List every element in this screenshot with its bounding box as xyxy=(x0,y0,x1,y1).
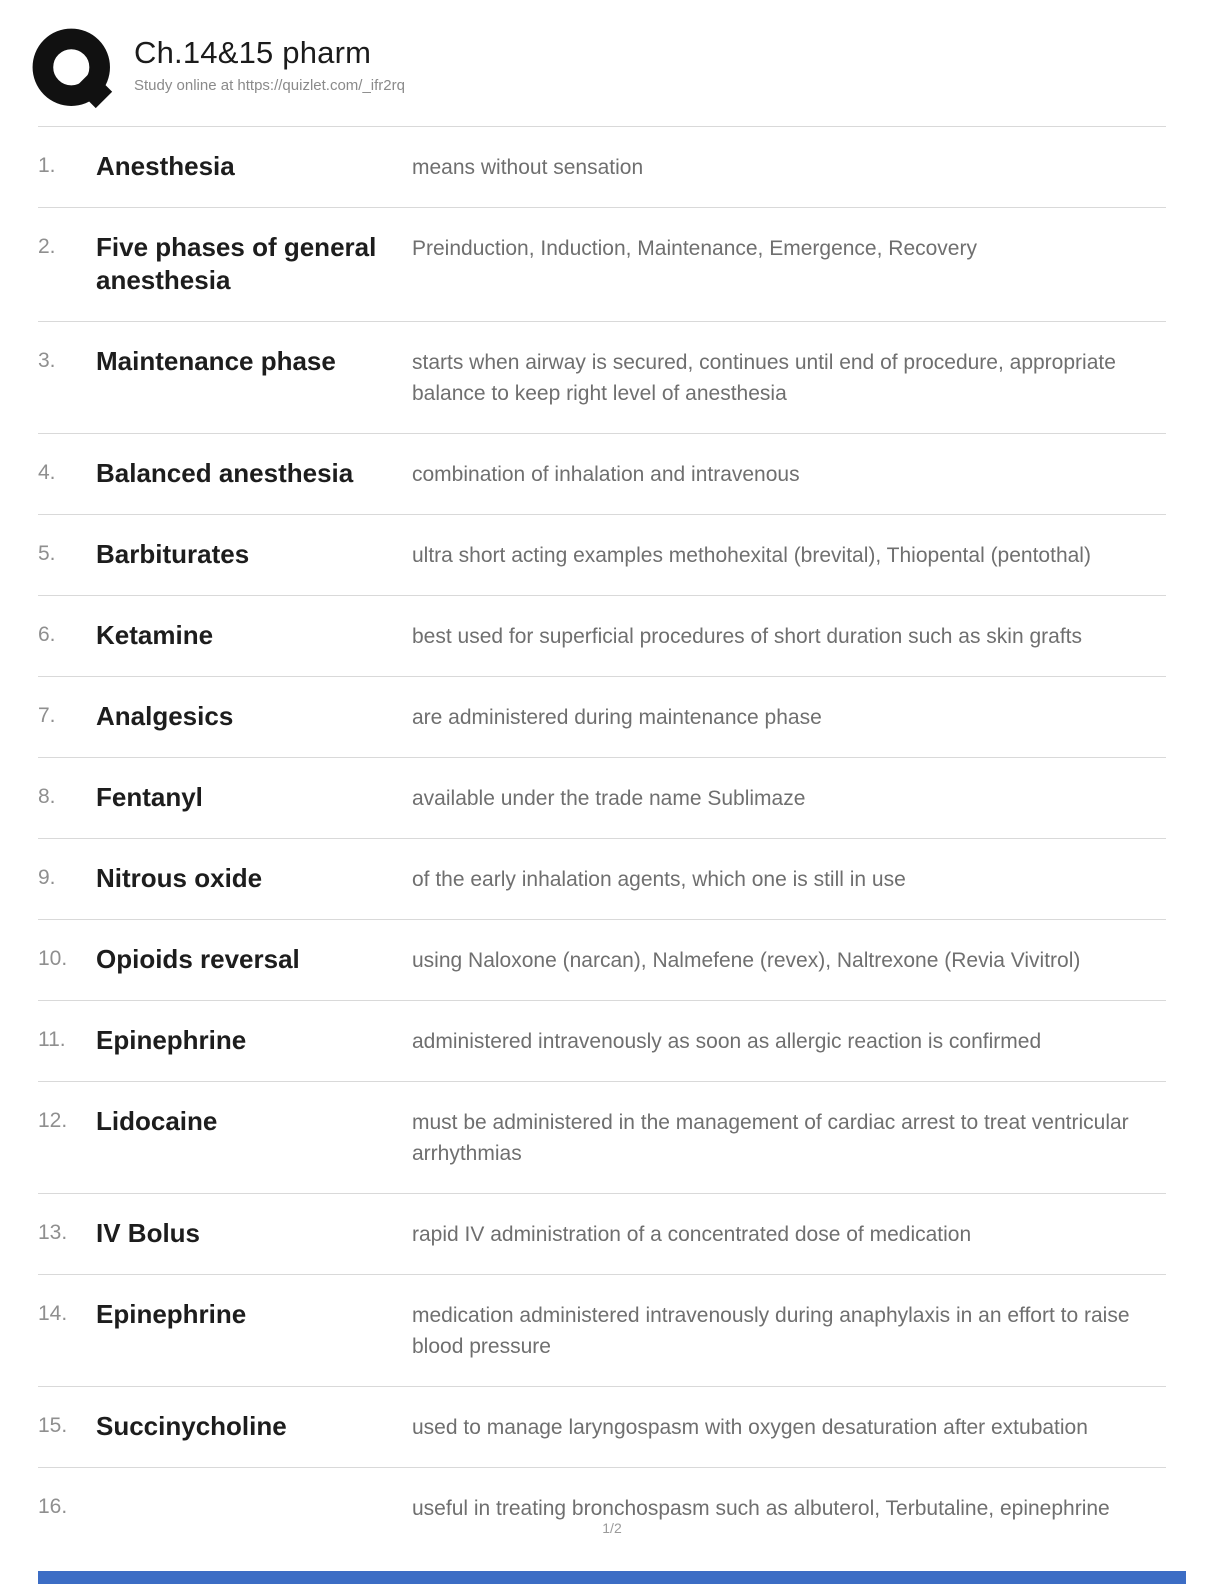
term-label: Barbiturates xyxy=(96,539,250,569)
term-label: Five phases of general anesthesia xyxy=(96,232,377,295)
term-definition: best used for superficial procedures of short duration such as skin grafts xyxy=(412,625,1083,648)
term-label: Opioids reversal xyxy=(96,944,300,974)
page-number: 1/2 xyxy=(602,1520,622,1536)
term-number: 6. xyxy=(38,623,56,646)
term-definition: useful in treating bronchospasm such as albuterol, Terbutaline, epinephrine xyxy=(412,1497,1110,1520)
term-label: Succinycholine xyxy=(96,1411,287,1441)
term-label: Ketamine xyxy=(96,620,214,650)
term-definition: starts when airway is secured, continues until end of procedure, appropriate balance to keep right level of anesthesia xyxy=(412,351,1116,405)
term-row xyxy=(38,321,1166,433)
header xyxy=(0,0,1224,126)
term-number: 13. xyxy=(38,1221,68,1244)
term-row xyxy=(38,207,1166,321)
term-label: IV Bolus xyxy=(96,1218,201,1248)
term-number: 14. xyxy=(38,1302,68,1325)
term-row xyxy=(38,595,1166,676)
term-row xyxy=(38,433,1166,514)
term-number: 1. xyxy=(38,154,56,177)
term-definition: rapid IV administration of a concentrated dose of medication xyxy=(412,1223,972,1246)
term-definition: combination of inhalation and intravenous xyxy=(412,463,800,486)
term-row xyxy=(38,1193,1166,1274)
term-label: Epinephrine xyxy=(96,1025,247,1055)
term-number: 2. xyxy=(38,235,56,258)
term-row xyxy=(38,1386,1166,1467)
term-row xyxy=(38,1274,1166,1386)
term-label: Fentanyl xyxy=(96,782,203,812)
term-label: Maintenance phase xyxy=(96,346,336,376)
term-definition: using Naloxone (narcan), Nalmefene (revex), Naltrexone (Revia Vivitrol) xyxy=(412,949,1081,972)
term-number: 10. xyxy=(38,947,68,970)
term-label: Nitrous oxide xyxy=(96,863,263,893)
term-row xyxy=(38,1081,1166,1193)
term-number: 9. xyxy=(38,866,56,889)
term-number: 8. xyxy=(38,785,56,808)
term-number: 15. xyxy=(38,1414,68,1437)
set-title: Ch.14&15 pharm xyxy=(134,35,372,70)
term-row xyxy=(38,676,1166,757)
term-row xyxy=(38,126,1166,207)
study-online-link[interactable]: Study online at https://quizlet.com/_ifr2rq xyxy=(134,77,405,95)
term-number: 12. xyxy=(38,1109,68,1132)
term-row xyxy=(38,1000,1166,1081)
term-definition: administered intravenously as soon as allergic reaction is confirmed xyxy=(412,1030,1042,1053)
term-number: 11. xyxy=(38,1028,66,1051)
term-definition: must be administered in the management of cardiac arrest to treat ventricular arrhythmias xyxy=(412,1111,1129,1165)
term-label: Analgesics xyxy=(96,701,234,731)
quizlet-q-logo-icon xyxy=(30,26,116,112)
term-row xyxy=(38,838,1166,919)
term-number: 7. xyxy=(38,704,56,727)
term-number: 16. xyxy=(38,1495,68,1518)
term-number: 5. xyxy=(38,542,56,565)
term-label: Anesthesia xyxy=(96,151,235,181)
term-list xyxy=(0,126,1224,1548)
term-definition: means without sensation xyxy=(412,156,644,179)
term-row xyxy=(38,514,1166,595)
term-number: 4. xyxy=(38,461,56,484)
page-bottom-bar xyxy=(38,1571,1186,1584)
term-label: Epinephrine xyxy=(96,1299,247,1329)
term-definition: Preinduction, Induction, Maintenance, Emergence, Recovery xyxy=(412,237,977,260)
term-definition: available under the trade name Sublimaze xyxy=(412,787,806,810)
term-row xyxy=(38,919,1166,1000)
header-text xyxy=(134,26,405,94)
term-definition: are administered during maintenance phase xyxy=(412,706,822,729)
term-number: 3. xyxy=(38,349,56,372)
term-definition: ultra short acting examples methohexital (brevital), Thiopental (pentothal) xyxy=(412,544,1091,567)
term-row xyxy=(38,757,1166,838)
term-label: Balanced anesthesia xyxy=(96,458,354,488)
term-definition: of the early inhalation agents, which one is still in use xyxy=(412,868,906,891)
term-definition: used to manage laryngospasm with oxygen desaturation after extubation xyxy=(412,1416,1088,1439)
term-label: Lidocaine xyxy=(96,1106,218,1136)
term-definition: medication administered intravenously during anaphylaxis in an effort to raise blood pressure xyxy=(412,1304,1130,1358)
